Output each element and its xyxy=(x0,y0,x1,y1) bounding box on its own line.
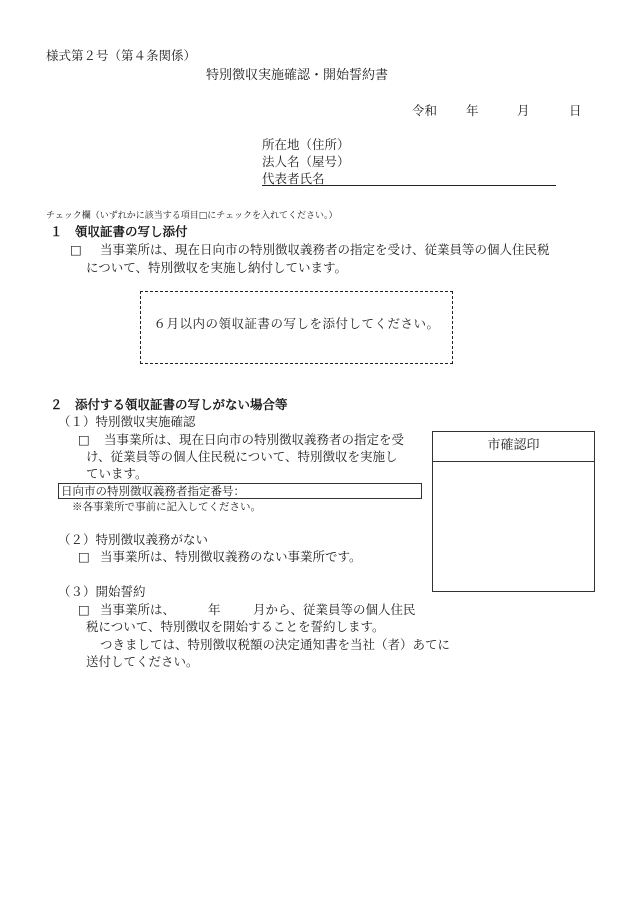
sub1-text-line1: 当事業所は、現在日向市の特別徴収義務者の指定を受 xyxy=(104,432,405,447)
sub3-text-line1a: 当事業所は、 xyxy=(100,602,176,617)
section1-heading: １ 領収証書の写し添付 xyxy=(50,224,188,239)
representative-label: 代表者氏名 xyxy=(262,171,325,186)
check-instruction: チェック欄（いずれかに該当する項目□にチェックを入れてください。） xyxy=(46,211,338,221)
sub3-text-line4: 送付してください。 xyxy=(86,654,199,669)
section1-checkbox[interactable]: □ xyxy=(70,242,82,257)
attach-notice-box xyxy=(140,291,453,364)
sub3-text-line2: 税について、特別徴収を開始することを誓約します。 xyxy=(86,619,385,634)
attach-notice-text: ６月以内の領収証書の写しを添付してください。 xyxy=(153,316,440,331)
sub3-text-line1b: 月から、従業員等の個人住民 xyxy=(253,602,416,617)
form-number: 様式第２号（第４条関係） xyxy=(46,48,197,63)
sub3-text-line3: つきましては、特別徴収税額の決定通知書を当社（者）あてに xyxy=(100,637,451,652)
address-label: 所在地（住所） xyxy=(262,137,350,152)
corp-name-label: 法人名（屋号） xyxy=(262,154,350,169)
stamp-box-label: 市確認印 xyxy=(433,432,594,462)
sub1-text-line2: け、従業員等の個人住民税について、特別徴収を実施し xyxy=(86,449,398,464)
date-month: 月 xyxy=(517,103,530,118)
section1-text-line1: 当事業所は、現在日向市の特別徴収義務者の指定を受け、従業員等の個人住民税 xyxy=(100,242,550,257)
sub1-heading: （１）特別徴収実施確認 xyxy=(58,414,196,429)
sub3-heading: （３）開始誓約 xyxy=(58,584,146,599)
sub3-checkbox[interactable]: □ xyxy=(78,602,90,617)
section1-text-line2: について、特別徴収を実施し納付しています。 xyxy=(86,260,348,275)
designation-number-label: 日向市の特別徴収義務者指定番号： xyxy=(61,484,245,498)
sub1-checkbox[interactable]: □ xyxy=(78,432,90,447)
document-title: 特別徴収実施確認・開始誓約書 xyxy=(206,68,389,83)
sub2-text-line1: 当事業所は、特別徴収義務のない事業所です。 xyxy=(100,549,362,564)
sub1-note: ※各事業所で事前に記入してください。 xyxy=(72,501,261,513)
sub2-heading: （２）特別徴収義務がない xyxy=(58,532,209,547)
date-day: 日 xyxy=(569,103,582,118)
date-era: 令和 xyxy=(412,103,438,118)
sub1-text-line3: ています。 xyxy=(86,466,148,481)
city-confirmation-stamp-box xyxy=(432,431,595,592)
designation-number-field[interactable] xyxy=(58,483,422,499)
section2-heading: ２ 添付する領収証書の写しがない場合等 xyxy=(50,397,288,412)
sub2-checkbox[interactable]: □ xyxy=(78,549,90,564)
representative-underline xyxy=(262,185,556,186)
sub3-text-year: 年 xyxy=(208,602,221,617)
date-year: 年 xyxy=(466,103,479,118)
